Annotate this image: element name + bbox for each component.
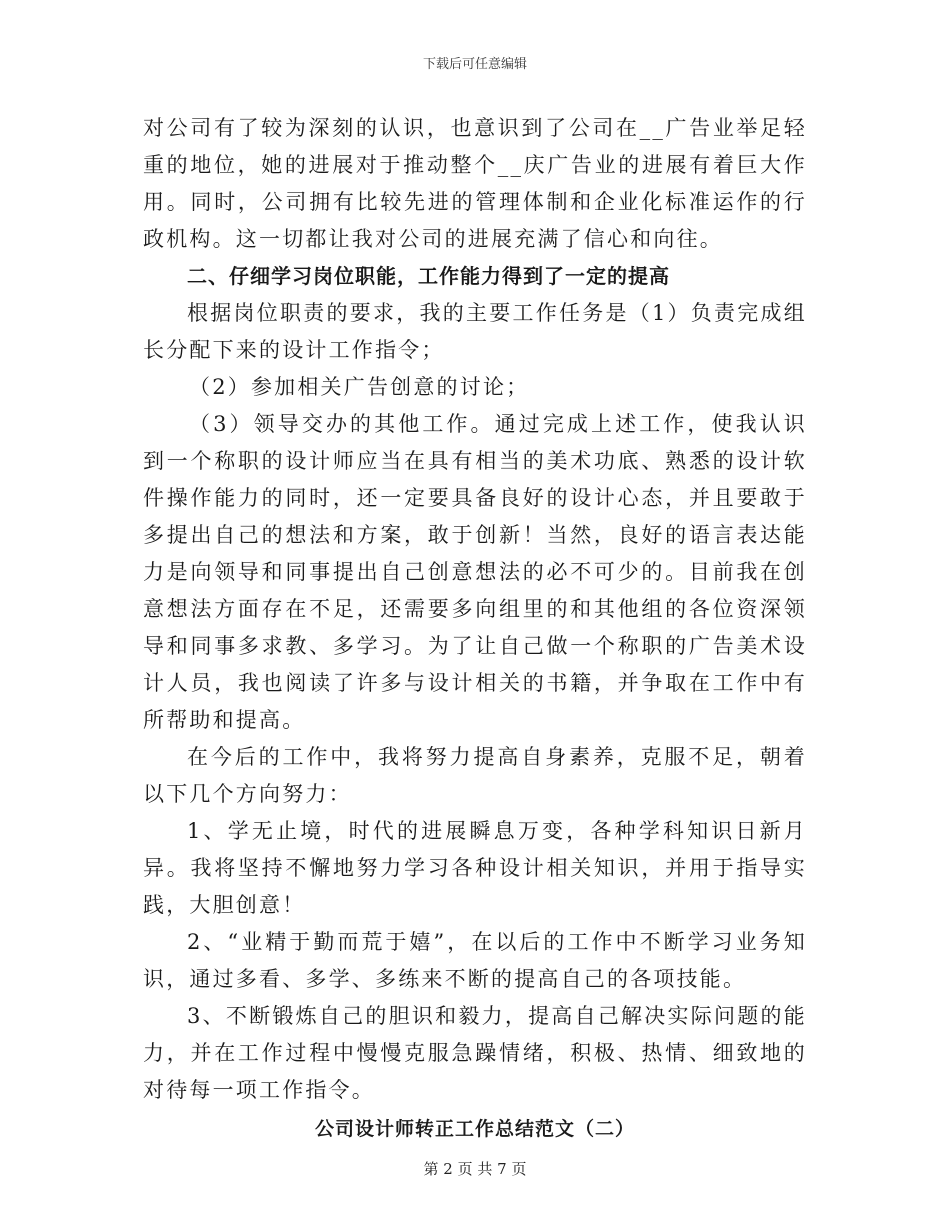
paragraph-point-1: 1、学无止境，时代的进展瞬息万变，各种学科知识日新月异。我将坚持不懈地努力学习各种设计相关知识，并用于指导实践，大胆创意！	[143, 819, 807, 917]
page-header-note: 下载后可任意编辑	[422, 57, 527, 72]
paragraph-company-intro: 对公司有了较为深刻的认识，也意识到了公司在__广告业举足轻重的地位，她的进展对于推动整个__庆广告业的进展有着巨大作用。同时，公司拥有比较先进的管理体制和企业化标准运作的行政机构。这一切都让我对公司的进展充满了信心和向往。	[143, 116, 807, 251]
paragraph-future: 在今后的工作中，我将努力提高自身素养，克服不足，朝着以下几个方向努力：	[143, 745, 807, 806]
section-heading-2: 二、仔细学习岗位职能，工作能力得到了一定的提高	[187, 264, 670, 288]
paragraph-duty-2: （2）参加相关广告创意的讨论；	[189, 375, 530, 399]
document-body	[143, 110, 807, 1148]
paragraph-point-2: 2、“业精于勤而荒于嬉”，在以后的工作中不断学习业务知识，通过多看、多学、多练来不断的提高自己的各项技能。	[143, 930, 807, 991]
paragraph-duty-3: （3）领导交办的其他工作。通过完成上述工作，使我认识到一个称职的设计师应当在具有相当的美术功底、熟悉的设计软件操作能力的同时，还一定要具备良好的设计心态，并且要敢于多提出自己的想法和方案，敢于创新！当然，良好的语言表达能力是向领导和同事提出自己创意想法的必不可少的。目前我在创意想法方面存在不足，还需要多向组里的和其他组的各位资深领导和同事多求教、多学习。为了让自己做一个称职的广告美术设计人员，我也阅读了许多与设计相关的书籍，并争取在工作中有所帮助和提高。	[143, 412, 807, 732]
paragraph-point-3: 3、不断锻炼自己的胆识和毅力，提高自己解决实际问题的能力，并在工作过程中慢慢克服急躁情绪，积极、热情、细致地的对待每一项工作指令。	[143, 1004, 807, 1102]
section-title-2: 公司设计师转正工作总结范文（二）	[314, 1118, 635, 1140]
page-number: 第 2 页 共 7 页	[423, 1160, 527, 1178]
paragraph-duties: 根据岗位职责的要求，我的主要工作任务是（1）负责完成组长分配下来的设计工作指令；	[143, 301, 807, 362]
